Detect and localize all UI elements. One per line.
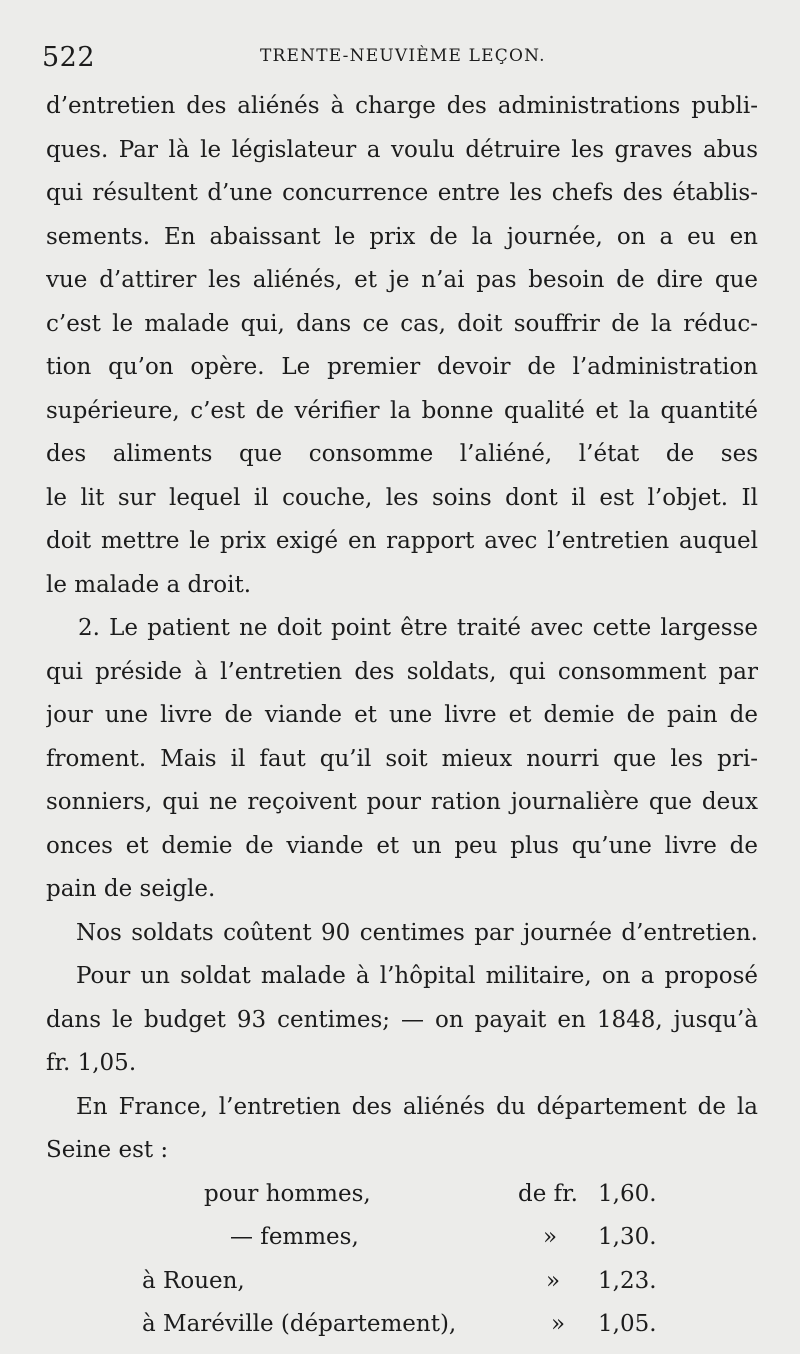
text-line: Nos soldats coûtent 90 centimes par journée d’entretien. [76, 919, 758, 946]
text-line: qui préside à l’entretien des soldats, qui consomment par [46, 658, 758, 685]
price-prefix: » [543, 1224, 558, 1250]
text-line: des aliments que consomme l’aliéné, l’état de ses [46, 441, 758, 467]
body-text [46, 85, 758, 1347]
price-row [46, 1216, 758, 1260]
text-line: pain de seigle. [46, 876, 216, 902]
price-list [46, 1173, 758, 1347]
text-line: tion qu’on opère. Le premier devoir de l’administration [46, 354, 758, 380]
paragraph-2 [46, 607, 758, 912]
text-line: Seine est : [46, 1137, 169, 1163]
text-line: supérieure, c’est de vérifier la bonne qualité et la quantité [46, 397, 758, 424]
text-line: froment. Mais il faut qu’il soit mieux nourri que les pri- [46, 745, 758, 772]
text-line: Pour un soldat malade à l’hôpital militaire, on a proposé [76, 963, 758, 989]
price-amount: 1,30. [598, 1224, 657, 1250]
page-number: 522 [42, 42, 96, 73]
text-line: qui résultent d’une concurrence entre les chefs des établis- [46, 180, 758, 206]
paragraph-1 [46, 85, 758, 607]
price-label: pour hommes, [204, 1180, 371, 1207]
paragraph-3 [46, 912, 758, 956]
text-line: c’est le malade qui, dans ce cas, doit souffrir de la réduc- [46, 310, 758, 337]
text-line: d’entretien des aliénés à charge des administrations publi- [46, 93, 758, 119]
text-line: sements. En abaissant le prix de la journée, on a eu en [46, 223, 758, 250]
text-line: En France, l’entretien des aliénés du département de la [76, 1093, 758, 1120]
price-amount: 1,60. [598, 1180, 657, 1207]
page-header [0, 38, 800, 78]
price-prefix: » [546, 1267, 561, 1294]
text-line: le malade a droit. [46, 571, 252, 598]
price-label: à Rouen, [142, 1267, 245, 1294]
text-line: onces et demie de viande et un peu plus qu’une livre de [46, 832, 758, 859]
text-line: le lit sur lequel il couche, les soins dont il est l’objet. Il [46, 484, 758, 511]
text-line: sonniers, qui ne reçoivent pour ration journalière que deux [46, 789, 758, 815]
text-line: ques. Par là le législateur a voulu détruire les graves abus [46, 136, 758, 163]
price-row [46, 1260, 758, 1304]
text-line: vue d’attirer les aliénés, et je n’ai pas besoin de dire que [46, 267, 758, 293]
price-row [46, 1173, 758, 1217]
price-row [46, 1303, 758, 1347]
text-line: jour une livre de viande et une livre et demie de pain de [46, 702, 758, 728]
paragraph-5 [46, 1086, 758, 1173]
price-amount: 1,05. [598, 1311, 657, 1337]
text-line: 2. Le patient ne doit point être traité avec cette largesse [78, 615, 758, 641]
text-line: dans le budget 93 centimes; — on payait en 1848, jusqu’à [46, 1006, 758, 1033]
running-title: TRENTE-NEUVIÈME LEÇON. [260, 46, 546, 66]
price-amount: 1,23. [598, 1267, 657, 1294]
price-label: à Maréville (département), [142, 1311, 457, 1337]
price-prefix: de fr. [518, 1180, 578, 1207]
text-line: fr. 1,05. [46, 1050, 137, 1076]
price-prefix: » [551, 1311, 566, 1337]
price-label: — femmes, [230, 1224, 359, 1250]
paragraph-4 [46, 955, 758, 1086]
text-line: doit mettre le prix exigé en rapport avec l’entretien auquel [46, 528, 758, 554]
